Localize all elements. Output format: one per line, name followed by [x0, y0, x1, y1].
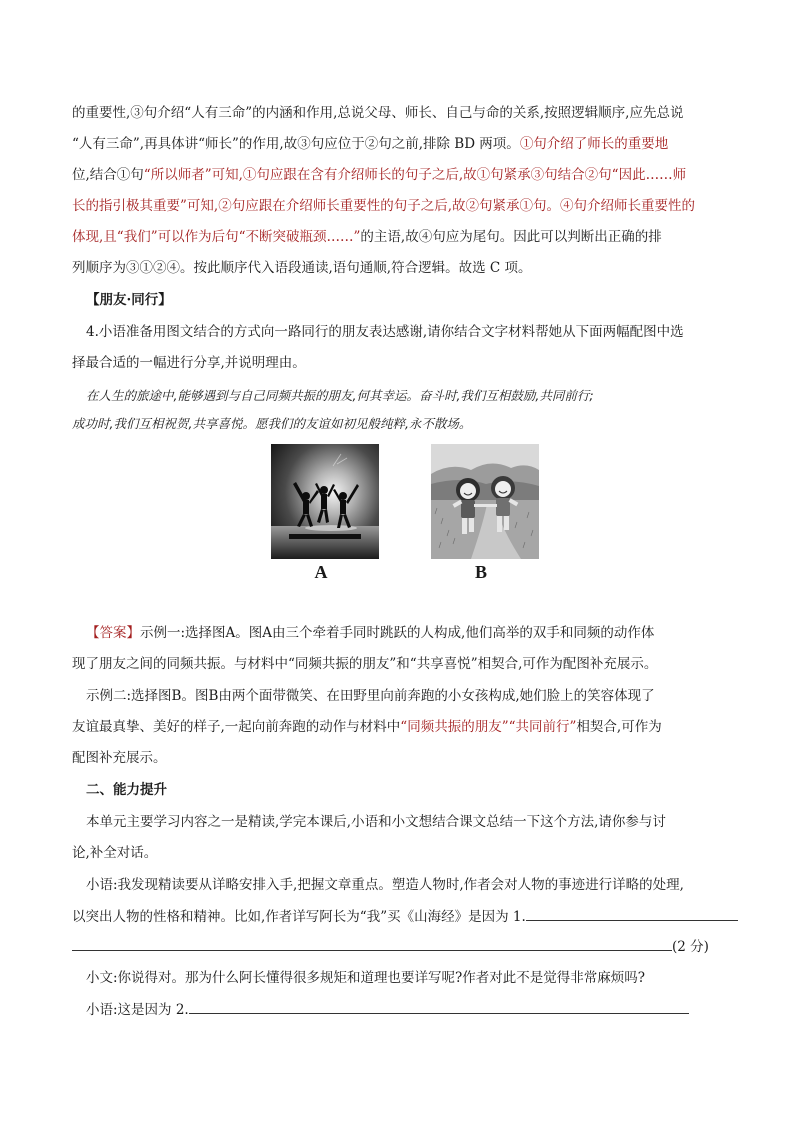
analysis-highlight: “所以师者”可知,①句应跟在含有介绍师长的句子之后,故①句紧承③句结合②句“因此……师: [143, 167, 687, 183]
answer-line-1: [86, 623, 654, 643]
answer-highlight: “同频共振的朋友”“共同前行”: [400, 719, 577, 735]
analysis-text: 位,结合①句: [72, 167, 144, 183]
section-heading-ability: 二、能力提升: [86, 782, 167, 798]
intro-line-2: 论,补全对话。: [72, 845, 158, 861]
intro-line-1: 本单元主要学习内容之一是精读,学完本课后,小语和小文想结合课文总结一下这个方法,请你参与讨: [86, 814, 666, 830]
image-b-label: B: [474, 562, 487, 582]
answer-text: 友谊最真挚、美好的样子,一起向前奔跑的动作与材料中: [72, 719, 401, 735]
dialogue-xiaoyu-2: [86, 999, 689, 1020]
material-line-1: 在人生的旅途中,能够遇到与自己同频共振的朋友,何其幸运。奋斗时,我们互相鼓励,共同前行;: [86, 388, 594, 403]
analysis-highlight: 长的指引极其重要”可知,②句应跟在介绍师长重要性的句子之后,故②句紧承①句。④句介绍师长重要性的: [72, 198, 695, 214]
image-a-label: A: [314, 562, 328, 582]
analysis-line-5: [72, 227, 662, 247]
analysis-line-6: [72, 258, 532, 278]
question-4-line-2: 择最合适的一幅进行分享,并说明理由。: [72, 355, 306, 371]
analysis-line-3: [72, 165, 686, 185]
answer-line-2: 现了朋友之间的同频共振。与材料中“同频共振的朋友”和“共享喜悦”相契合,可作为配图补充展示。: [72, 656, 658, 672]
answer-blank-1[interactable]: [526, 906, 738, 921]
dialogue-text: 小语:这是因为 2.: [86, 1002, 189, 1018]
answer-blank-1-continued[interactable]: [72, 936, 672, 951]
answer-blank-2[interactable]: [189, 999, 689, 1014]
analysis-line-4: [72, 196, 695, 216]
image-a-jumping-friends: [271, 444, 379, 559]
dialogue-xiaowen: 小文:你说得对。那为什么阿长懂得很多规矩和道理也要详写呢?作者对此不是觉得非常麻烦吗?: [86, 970, 646, 986]
analysis-text: “人有三命”,再具体讲“师长”的作用,故③句应位于②句之前,排除 BD 两项。: [72, 136, 520, 152]
image-a-graphic: [271, 444, 379, 559]
answer-text: 相契合,可作为: [576, 719, 662, 735]
dialogue-text: 以突出人物的性格和精神。比如,作者详写阿长为“我”买《山海经》是因为 1.: [72, 909, 526, 925]
analysis-text: 的重要性,③句介绍“人有三命”的内涵和作用,总说父母、师长、自己与命的关系,按照逻辑顺序,应先总说: [72, 105, 684, 121]
score-label: (2 分): [672, 939, 709, 955]
analysis-line-1: [72, 103, 683, 123]
answer-blank-1-continued-line: [72, 936, 709, 957]
dialogue-xiaoyu-line-1: 小语:我发现精读要从详略安排入手,把握文章重点。塑造人物时,作者会对人物的事迹进行详略的处理,: [86, 877, 684, 893]
image-b-running-girls: [431, 444, 539, 559]
material-line-2: 成功时,我们互相祝贺,共享喜悦。愿我们的友谊如初见般纯粹,永不散场。: [72, 416, 472, 431]
analysis-highlight: 体现,且“我们”可以作为后句: [72, 229, 239, 245]
answer-line-3: 示例二:选择图B。图B由两个面带微笑、在田野里向前奔跑的小女孩构成,她们脸上的笑容体现了: [86, 688, 655, 704]
analysis-highlight: “不断突破瓶颈……”: [238, 229, 361, 245]
answer-tag: 【答案】: [86, 625, 140, 641]
analysis-line-2: [72, 134, 668, 154]
dialogue-xiaoyu-line-2: [72, 906, 738, 927]
answer-line-5: 配图补充展示。: [72, 750, 167, 766]
section-heading-friend: 【朋友·同行】: [86, 292, 172, 308]
image-b-graphic: [431, 444, 539, 559]
question-4-line-1: 4.小语准备用图文结合的方式向一路同行的朋友表达感谢,请你结合文字材料帮她从下面两幅配图中选: [86, 324, 684, 340]
analysis-text: 的主语,故④句应为尾句。因此可以判断出正确的排: [360, 229, 662, 245]
analysis-highlight: ①句介绍了师长的重要地: [519, 136, 669, 152]
analysis-text: 列顺序为③①②④。按此顺序代入语段通读,语句通顺,符合逻辑。故选 C 项。: [72, 260, 532, 276]
answer-line-4: [72, 717, 662, 737]
answer-text: 示例一:选择图A。图A由三个牵着手同时跳跃的人构成,他们高举的双手和同频的动作体: [140, 625, 655, 641]
